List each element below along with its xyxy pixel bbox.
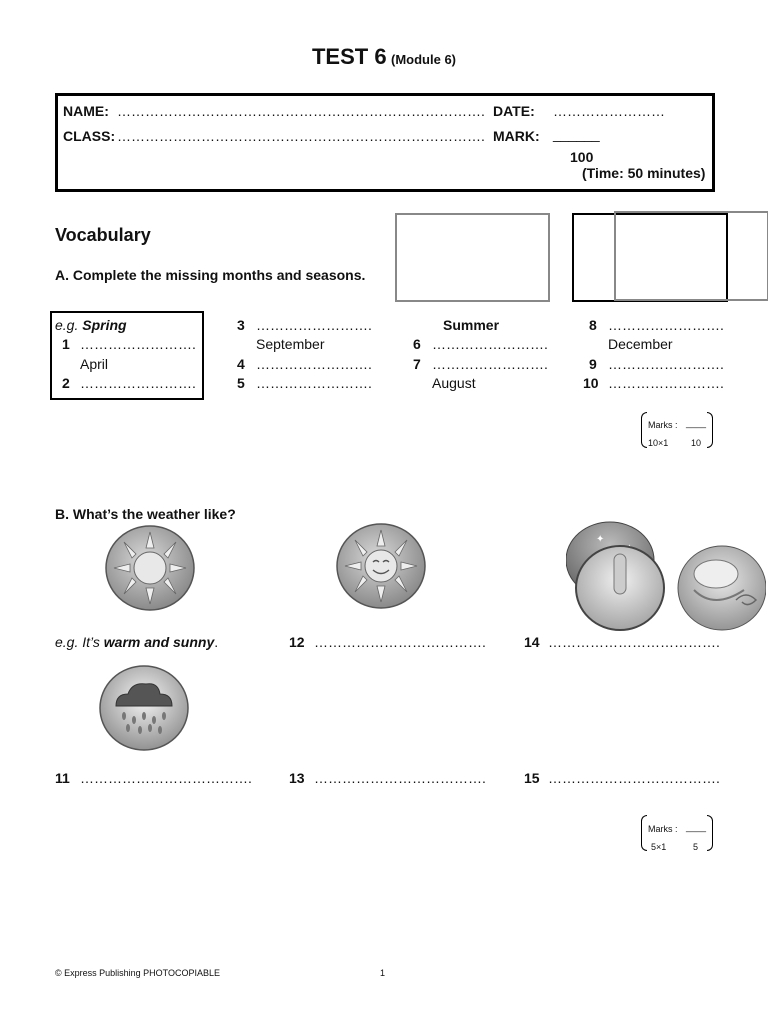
answer-blank[interactable]: …………………….: [80, 375, 196, 391]
example-answer: Spring: [82, 317, 127, 333]
svg-text:✦: ✦: [596, 534, 605, 545]
marks-calc: 10×1: [648, 438, 669, 448]
marks-box-a: [641, 412, 713, 448]
class-label: CLASS:: [63, 128, 116, 144]
marks-label: Marks :: [648, 824, 678, 834]
answer-blank[interactable]: …………………….: [608, 317, 724, 333]
given-month: August: [432, 375, 476, 391]
example-answer: warm and sunny: [103, 634, 215, 650]
item-number: 8: [589, 317, 597, 333]
overlay-box: [614, 211, 768, 301]
date-field[interactable]: ……………………: [553, 103, 665, 119]
page-title: [0, 44, 768, 70]
example-line: [55, 317, 127, 333]
given-month: April: [80, 356, 109, 372]
answer-blank[interactable]: ……………………………….: [548, 634, 720, 650]
answer-blank[interactable]: …………………….: [432, 356, 548, 372]
marks-total: 10: [691, 438, 702, 448]
example-sentence: [55, 634, 218, 650]
answer-blank[interactable]: …………………….: [256, 356, 372, 372]
answer-blank[interactable]: ……………………………….: [314, 770, 486, 786]
item-number: 3: [237, 317, 245, 333]
item-number: 2: [62, 375, 70, 391]
sun-icon: [104, 524, 196, 612]
smiling-sun-icon: [335, 522, 427, 610]
item-number: 11: [55, 770, 70, 786]
given-month: December: [608, 336, 673, 352]
overlay-box: [395, 213, 550, 302]
test-subtitle: (Module 6): [391, 52, 457, 67]
item-number: 9: [589, 356, 597, 372]
section-heading-vocabulary: Vocabulary: [55, 225, 151, 245]
page-number: 1: [380, 968, 386, 978]
footer-copyright: © Express Publishing PHOTOCOPIABLE: [55, 968, 221, 978]
mark-label: MARK:: [493, 128, 540, 144]
name-field[interactable]: …………………………………………………………………….: [117, 103, 485, 119]
marks-box-b: [641, 815, 713, 851]
answer-blank[interactable]: …………………….: [256, 375, 372, 391]
section-a-instruction: A. Complete the missing months and seasons.: [55, 267, 366, 283]
answer-blank[interactable]: ……………………………….: [80, 770, 252, 786]
date-label: DATE:: [493, 103, 535, 119]
answer-blank[interactable]: …………………….: [608, 375, 724, 391]
answer-blank[interactable]: ……………………………….: [314, 634, 486, 650]
example-prefix: e.g. It’s: [55, 634, 100, 650]
given-season: Summer: [443, 317, 500, 333]
marks-calc: 5×1: [651, 842, 667, 852]
time-limit: (Time: 50 minutes): [582, 165, 706, 181]
given-month: September: [256, 336, 325, 352]
example-end: .: [214, 634, 219, 650]
marks-blank[interactable]: ____: [686, 822, 707, 832]
cold-weather-icons: [566, 520, 766, 634]
item-number: 10: [583, 375, 599, 391]
item-number: 15: [524, 770, 540, 786]
answer-blank[interactable]: …………………….: [80, 336, 196, 352]
item-number: 13: [289, 770, 305, 786]
marks-total: 5: [693, 842, 699, 852]
item-number: 12: [289, 634, 305, 650]
item-number: 7: [413, 356, 421, 372]
marks-blank[interactable]: ____: [686, 418, 707, 428]
item-number: 6: [413, 336, 421, 352]
item-number: 4: [237, 356, 245, 372]
rain-cloud-icon: [98, 664, 190, 752]
answer-blank[interactable]: …………………….: [432, 336, 548, 352]
example-prefix: e.g.: [55, 317, 79, 333]
answer-blank[interactable]: …………………….: [608, 356, 724, 372]
item-number: 14: [524, 634, 540, 650]
marks-label: Marks :: [648, 420, 678, 430]
item-number: 1: [62, 336, 70, 352]
section-b-instruction: B. What’s the weather like?: [55, 506, 236, 522]
mark-field[interactable]: ______: [553, 126, 600, 142]
answer-blank[interactable]: ……………………………….: [548, 770, 720, 786]
name-label: NAME:: [63, 103, 109, 119]
test-title: TEST 6: [311, 44, 387, 69]
item-number: 5: [237, 375, 245, 391]
mark-total: 100: [570, 149, 594, 165]
answer-blank[interactable]: …………………….: [256, 317, 372, 333]
class-field[interactable]: …………………………………………………………………….: [117, 128, 485, 144]
